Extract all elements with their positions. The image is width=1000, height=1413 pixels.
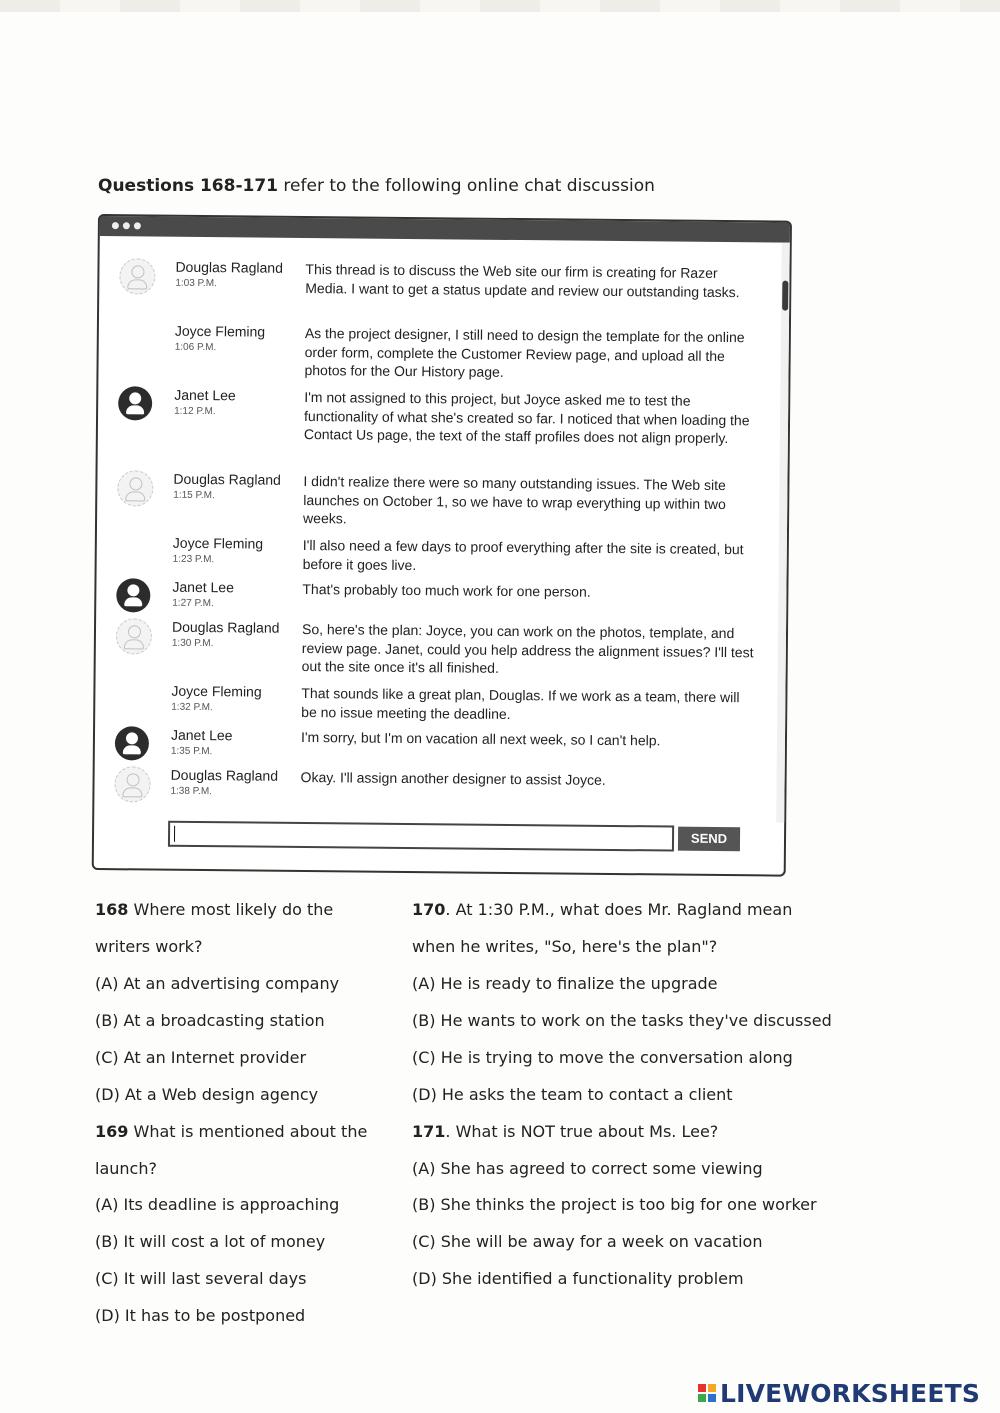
questions-intro (98, 176, 655, 196)
option-169-a[interactable]: (A) Its deadline is approaching (95, 1195, 340, 1214)
chat-message (100, 258, 770, 300)
question-169-stem-cont: launch? (95, 1159, 157, 1178)
option-168-a[interactable]: (A) At an advertising company (95, 974, 340, 993)
scroll-thumb[interactable] (782, 281, 788, 311)
avatar-icon (116, 618, 152, 654)
message-time: 1:38 P.M. (170, 785, 213, 798)
message-sender: Douglas Ragland (170, 766, 279, 784)
question-170-stem-cont: when he writes, "So, here's the plan"? (412, 937, 718, 956)
avatar-icon (119, 258, 155, 294)
option-170-d[interactable]: (D) He asks the team to contact a client (412, 1085, 733, 1104)
chat-message (96, 682, 766, 722)
liveworksheets-logo (698, 1377, 980, 1409)
chat-message (95, 766, 765, 798)
scan-edge (0, 0, 1000, 12)
window-dot-icon (134, 222, 141, 229)
chat-message (96, 618, 766, 676)
message-time: 1:15 P.M. (173, 489, 215, 502)
message-time: 1:35 P.M. (170, 745, 213, 758)
avatar-icon (117, 470, 153, 506)
logo-grid-icon (698, 1384, 716, 1402)
message-time: 1:12 P.M. (174, 405, 216, 418)
message-text: I'm sorry, but I'm on vacation all next week, so I can't help. (300, 728, 661, 749)
avatar-icon (114, 766, 150, 802)
message-text: This thread is to discuss the Web site our firm is creating for Razer Media. I want to get a status update and review our outstanding tasks. (305, 260, 740, 300)
message-text: As the project designer, I still need to design the template for the online order form, complete the Customer Review page, and upload all the photos for the Our History page. (304, 324, 745, 380)
message-sender: Douglas Ragland (173, 470, 281, 488)
intro-rest: refer to the following online chat discussion (278, 176, 655, 196)
option-171-c[interactable]: (C) She will be away for a week on vacation (412, 1232, 763, 1251)
message-sender: Douglas Ragland (175, 258, 283, 276)
avatar-icon (116, 578, 150, 612)
message-text: I'll also need a few days to proof everything after the site is created, but before it goes live. (302, 536, 744, 573)
message-sender: Janet Lee (172, 578, 234, 596)
message-time: 1:27 P.M. (172, 597, 214, 610)
question-169-stem: 169 What is mentioned about the (95, 1122, 368, 1141)
option-168-c[interactable]: (C) At an Internet provider (95, 1048, 307, 1067)
window-dot-icon (123, 222, 130, 229)
message-sender: Janet Lee (170, 726, 233, 744)
message-text: That's probably too much work for one person. (302, 580, 591, 600)
chat-scrollbar[interactable] (776, 243, 790, 823)
message-text: Okay. I'll assign another designer to assist Joyce. (300, 768, 606, 788)
intro-bold: Questions 168-171 (98, 176, 279, 196)
send-button[interactable]: SEND (678, 827, 740, 852)
chat-window (92, 214, 792, 877)
text-cursor (174, 826, 175, 842)
message-sender: Janet Lee (174, 386, 236, 404)
message-time: 1:30 P.M. (171, 637, 214, 650)
logo-text: LIVEWORKSHEETS (720, 1378, 981, 1408)
question-170-stem: 170. At 1:30 P.M., what does Mr. Ragland mean (412, 900, 793, 919)
message-time: 1:03 P.M. (175, 277, 217, 290)
chat-message (98, 386, 768, 447)
message-text: So, here's the plan: Joyce, you can work on the photos, template, and review page. Janet, could you help address the alignment issues? I'll test out the site once it's all finished. (301, 620, 754, 676)
chat-message (97, 578, 767, 610)
question-168-stem-cont: writers work? (95, 937, 203, 956)
message-sender: Joyce Fleming (172, 534, 264, 552)
option-169-b[interactable]: (B) It will cost a lot of money (95, 1232, 326, 1251)
option-168-b[interactable]: (B) At a broadcasting station (95, 1011, 325, 1030)
message-text: That sounds like a great plan, Douglas. If we work as a team, there will be no issue meeting the deadline. (301, 684, 740, 722)
window-dot-icon (112, 222, 119, 229)
avatar-icon (115, 726, 149, 760)
message-text: I'm not assigned to this project, but Joyce asked me to test the functionality of what she's created so far. I noticed that when loading the Contact Us page, the text of the staff profiles does not align properly. (303, 388, 750, 447)
option-170-a[interactable]: (A) He is ready to finalize the upgrade (412, 974, 718, 993)
question-168-stem: 168 Where most likely do the (95, 900, 334, 919)
message-sender: Douglas Ragland (171, 618, 280, 636)
option-170-c[interactable]: (C) He is trying to move the conversation along (412, 1048, 793, 1067)
chat-message (98, 470, 768, 527)
message-time: 1:32 P.M. (171, 701, 213, 714)
message-text: I didn't realize there were so many outstanding issues. The Web site launches on October 1, so we have to wrap everything up within two weeks. (303, 472, 726, 527)
option-169-c[interactable]: (C) It will last several days (95, 1269, 307, 1288)
option-171-d[interactable]: (D) She identified a functionality problem (412, 1269, 744, 1288)
option-169-d[interactable]: (D) It has to be postponed (95, 1306, 306, 1325)
option-171-b[interactable]: (B) She thinks the project is too big for one worker (412, 1195, 817, 1214)
message-sender: Joyce Fleming (171, 682, 262, 700)
option-171-a[interactable]: (A) She has agreed to correct some viewing (412, 1159, 763, 1178)
option-168-d[interactable]: (D) At a Web design agency (95, 1085, 319, 1104)
message-sender: Joyce Fleming (174, 322, 266, 340)
chat-message (97, 534, 767, 573)
option-170-b[interactable]: (B) He wants to work on the tasks they've discussed (412, 1011, 832, 1030)
chat-titlebar (100, 216, 790, 243)
message-input[interactable] (168, 821, 674, 852)
message-time: 1:06 P.M. (174, 341, 217, 354)
question-171-stem: 171. What is NOT true about Ms. Lee? (412, 1122, 719, 1141)
chat-message (95, 726, 765, 758)
chat-message (99, 322, 769, 380)
avatar-icon (118, 386, 152, 420)
message-time: 1:23 P.M. (172, 553, 215, 566)
